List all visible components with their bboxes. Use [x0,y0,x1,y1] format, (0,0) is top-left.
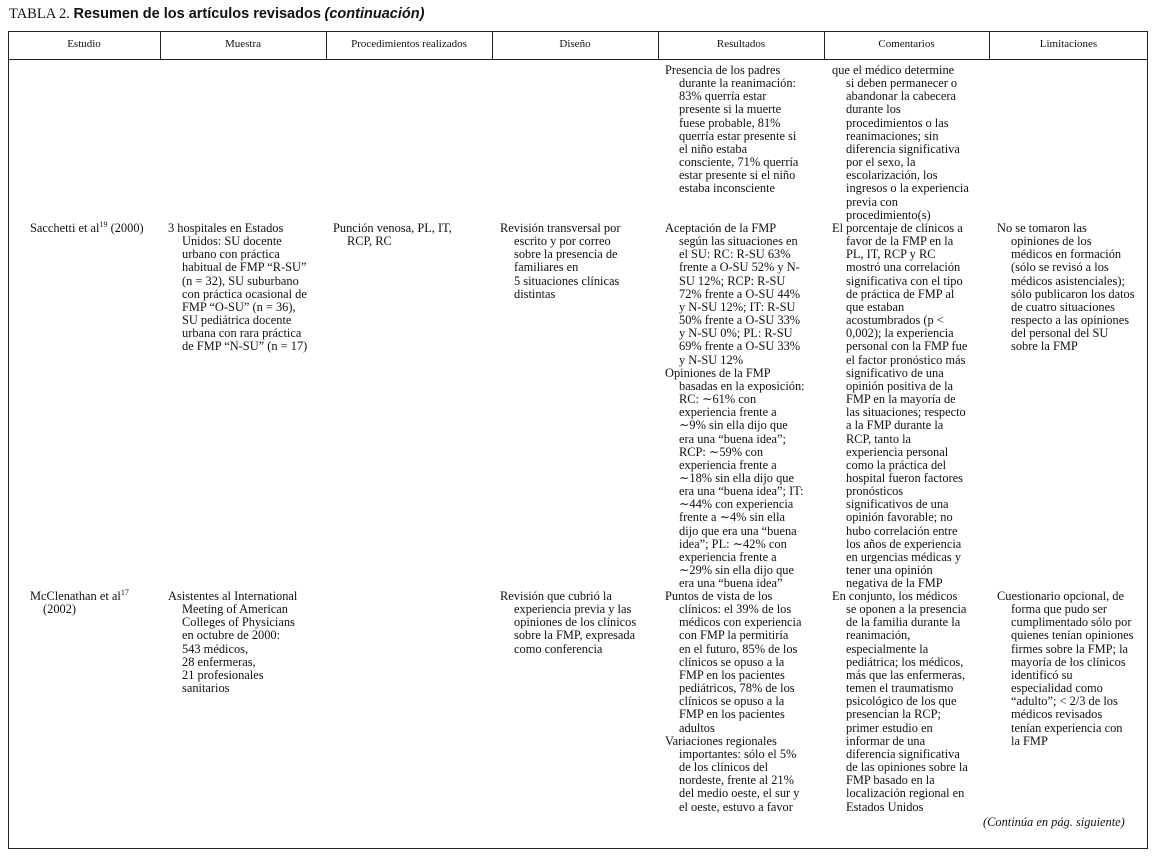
cell-line: adultos [679,720,715,735]
cell-line: en octubre de 2000: [182,628,281,643]
cell-line: El porcentaje de clínicos a [832,221,963,235]
cell-line: frente a ∼4% sin ella [679,510,786,525]
cell-line: urbana con rara práctica [182,326,302,341]
cell-line: 543 médicos, [182,641,249,656]
cell-line: experiencia frente a [679,457,777,472]
cell-line: y N-SU 12% [679,352,744,367]
cell-line: diferencia significativa [846,746,960,761]
cell-line: informar de una [846,733,926,748]
cell-line: tener una opinión [846,563,933,578]
header-divider [8,59,1148,60]
row0-comentarios [832,64,969,222]
cell-line: se oponen a la presencia [846,602,967,617]
cell-line: reanimación, [846,628,911,643]
cell-line: previa con [846,194,898,209]
cell-line: pediátrica; los médicos, [846,654,964,669]
row2-resultados [665,590,801,814]
study-year: (2002) [43,602,77,617]
cell-line: con práctica ocasional de [182,286,307,301]
cell-line: (sólo se revisó a los [1011,260,1109,275]
cell-line: pediátricos, 78% de los [679,681,795,696]
cell-line: favor de la FMP en la [846,234,954,249]
cell-line: clínicos se opuso a la [679,694,785,709]
row2-muestra [168,590,297,695]
cell-line: del personal del SU [1011,326,1109,341]
cell-line: sanitarios [182,681,230,696]
header-resultados: Resultados [716,38,766,50]
cell-line: acostumbrados (p < [846,313,944,328]
cell-line: respecto a las opiniones [1011,313,1130,328]
cell-line: era una “buena idea”; IT: [679,484,804,499]
cell-line: mayoría de los clínicos [1011,654,1126,669]
cell-line: de los clínicos del [679,760,769,775]
row2-diseno [500,590,636,656]
study-reference: 17 [120,588,129,597]
row1-muestra [168,222,307,354]
cell-line: nordeste, frente al 21% [679,773,794,788]
header-estudio: Estudio [67,38,101,50]
cell-line: dijo que era una “buena [679,523,797,538]
cell-line: experiencia personal [846,444,949,459]
cell-line: escolarización, los [846,168,938,183]
row1-diseno [500,222,620,301]
cell-line: de práctica de FMP al [846,286,955,301]
continuation-note: (Continúa en pág. siguiente) [983,815,1125,829]
header-muestra: Muestra [224,38,262,50]
cell-line: especialidad como [1011,681,1103,696]
cell-line: hubo correlación entre [846,523,958,538]
cell-line: identificó su [1011,667,1073,682]
cell-line: “adulto”; < 2/3 de los [1011,694,1118,709]
cell-line: el oeste, estuvo a favor [679,799,793,814]
cell-line: por el sexo, la [846,155,916,170]
header-comentarios: Comentarios [878,38,935,50]
cell-line: SU pediátrica docente [182,313,292,328]
study-reference: 19 [99,220,108,229]
cell-line: sobre la presencia de [514,247,618,262]
table-frame [8,31,1148,849]
study-author: Sacchetti et al [30,221,100,235]
cell-line: mostró una correlación [846,260,961,275]
cell-line: con FMP la permitiría [679,628,789,643]
cell-line: En conjunto, los médicos [832,589,958,603]
cell-line: clínicos se opuso a la [679,654,785,669]
cell-line: PL, IT, RCP y RC [846,247,936,262]
cell-line: la FMP [1011,733,1048,748]
cell-line: como la práctica del [846,457,947,472]
cell-line: hospital fueron factores [846,470,963,485]
cell-line: consciente, 71% querría [679,155,799,170]
cell-line: médicos asistenciales); [1011,273,1125,288]
cell-line: localización regional en [846,786,965,801]
cell-line: RCP, tanto la [846,431,912,446]
header-diseno: Diseño [559,38,591,50]
cell-line: médicos revisados [1011,707,1103,722]
cell-line: importantes: sólo el 5% [679,746,797,761]
cell-line: reanimaciones; sin [846,128,939,143]
cell-line: que el médico determine [832,63,955,77]
cell-line: de cuatro situaciones [1011,299,1115,314]
cell-line: 50% frente a O-SU 33% [679,313,801,328]
cell-line: durante los [846,102,901,117]
cell-line: quienes tenían opiniones [1011,628,1134,643]
cell-line: de las opiniones sobre la [846,760,968,775]
table-continuation: (continuación) [324,6,425,22]
cell-line: significativos de una [846,497,949,512]
cell-line: primer estudio en [846,720,933,735]
cell-line: escrito y por correo [514,234,611,249]
cell-line: Asistentes al International [168,589,298,603]
cell-line: Revisión que cubrió la [500,589,612,603]
row1-comentarios [832,222,967,590]
cell-line: 72% frente a O-SU 44% [679,286,801,301]
cell-line: ∼44% con experiencia [679,497,794,512]
study-author: McClenathan et al [30,589,121,603]
cell-line: opiniones de los [1011,234,1092,249]
cell-line: RCP, RC [347,234,392,249]
cell-line: diferencia significativa [846,141,960,156]
cell-line: No se tomaron las [997,221,1087,235]
cell-line: Meeting of American [182,602,288,617]
table-title: Resumen de los artículos revisados [73,6,321,22]
cell-line: Colleges of Physicians [182,615,295,630]
cell-line: pronósticos [846,484,904,499]
cell-line: FMP en los pacientes [679,667,785,682]
cell-line: RC: ∼61% con [679,392,757,407]
cell-line: ∼9% sin ella dijo que [679,418,788,433]
cell-line: RCP: ∼59% con [679,444,764,459]
cell-line: 0,002); la experiencia [846,326,954,341]
cell-line: Punción venosa, PL, IT, [333,221,452,235]
row1-estudio [30,222,144,235]
cell-line: (n = 32), SU suburbano [182,273,299,288]
cell-line: urbano con práctica [182,247,280,262]
header-limitaciones: Limitaciones [1039,38,1098,50]
cell-line: las situaciones; respecto [846,405,966,420]
cell-line: y N-SU 12%; IT: R-SU [679,299,796,314]
cell-line: era una “buena idea”; [679,431,786,446]
cell-line: si deben permanecer o [846,76,958,91]
cell-line: procedimientos o las [846,115,949,130]
cell-line: Opiniones de la FMP [665,365,771,380]
cell-line: Puntos de vista de los [665,589,773,603]
cell-line: estaba inconsciente [679,181,775,196]
cell-line: de FMP “N-SU” (n = 17) [182,339,308,354]
cell-line: experiencia previa y las [514,602,632,617]
cell-line: FMP en la mayoría de [846,392,956,407]
cell-line: tenían experiencia con [1011,720,1123,735]
cell-line: familiares en [514,260,579,275]
cell-line: forma que pudo ser [1011,602,1107,617]
cell-line: especialmente la [846,641,929,656]
cell-line: psicológico de los que [846,694,957,709]
cell-line: basadas en la exposición: [679,378,805,393]
cell-line: negativa de la FMP [846,576,943,591]
study-year: (2000) [110,221,144,235]
cell-line: médicos con experiencia [679,615,802,630]
cell-line: que estaban [846,299,905,314]
cell-line: como conferencia [514,641,603,656]
cell-line: temen el traumatismo [846,681,954,696]
cell-line: el factor pronóstico más [846,352,966,367]
cell-line: el SU: RC: R-SU 63% [679,247,791,262]
cell-line: querría estar presente si [679,128,797,143]
cell-line: idea”; PL: ∼42% con [679,536,787,551]
cell-line: en urgencias médicas y [846,549,962,564]
cell-line: ∼29% sin ella dijo que [679,563,794,578]
cell-line: experiencia frente a [679,549,777,564]
cell-line: frente a O-SU 52% y N- [679,260,800,275]
cell-line: el niño estaba [679,141,748,156]
header-procedimientos: Procedimientos realizados [351,38,467,50]
cell-line: a la FMP durante la [846,418,944,433]
cell-line: significativa con el tipo [846,273,963,288]
cell-line: firmes sobre la FMP; la [1011,641,1129,656]
cell-line: clínicos: el 39% de los [679,602,792,617]
cell-line: ingresos o la experiencia [846,181,969,196]
cell-line: procedimiento(s) [846,207,931,222]
cell-line: 5 situaciones clínicas [514,273,620,288]
table-label: TABLA 2. [9,6,70,22]
cell-line: 83% querría estar [679,89,767,104]
cell-line: y N-SU 0%; PL: R-SU [679,326,793,341]
cell-line: Cuestionario opcional, de [997,589,1124,603]
cell-line: opinión positiva de la [846,378,954,393]
cell-line: cumplimentado sólo por [1011,615,1132,630]
table-caption [9,6,424,23]
cell-line: durante la reanimación: [679,76,796,91]
cell-line: en el futuro, 85% de los [679,641,798,656]
cell-line: abandonar la cabecera [846,89,957,104]
row2-limitaciones [997,590,1134,748]
cell-line: FMP basado en la [846,773,935,788]
cell-line: sólo publicaron los datos [1011,286,1135,301]
cell-line: personal con la FMP fue [846,339,968,354]
cell-line: 3 hospitales en Estados [168,221,284,235]
cell-line: más que las enfermeras, [846,667,966,682]
cell-line: opinión favorable; no [846,510,953,525]
cell-line: presencian la RCP; [846,707,941,722]
row1-limitaciones [997,222,1135,354]
row2-comentarios [832,590,968,814]
cell-line: opiniones de los clínicos [514,615,637,630]
cell-line: presente si la muerte [679,102,782,117]
cell-line: ∼18% sin ella dijo que [679,470,794,485]
cell-line: Revisión transversal por [500,221,621,235]
cell-line: sobre la FMP [1011,339,1078,354]
cell-line: del medio oeste, el sur y [679,786,800,801]
cell-line: experiencia frente a [679,405,777,420]
cell-line: Variaciones regionales [665,733,777,748]
cell-line: significativo de una [846,365,944,380]
cell-line: Estados Unidos [846,799,924,814]
row1-resultados [665,222,805,590]
row2-estudio [30,590,129,616]
cell-line: SU 12%; RCP: R-SU [679,273,786,288]
cell-line: Presencia de los padres [665,63,781,77]
cell-line: habitual de FMP “R-SU” [182,260,307,275]
cell-line: 69% frente a O-SU 33% [679,339,801,354]
cell-line: FMP en los pacientes [679,707,785,722]
row0-resultados [665,64,798,196]
cell-line: FMP “O-SU” (n = 36), [182,299,296,314]
cell-line: Aceptación de la FMP [665,221,777,235]
cell-line: estar presente si el niño [679,168,796,183]
cell-line: 28 enfermeras, [182,654,256,669]
cell-line: Unidos: SU docente [182,234,282,249]
cell-line: 21 profesionales [182,667,264,682]
row1-procedimientos [333,222,452,248]
cell-line: fuese probable, 81% [679,115,781,130]
cell-line: los años de experiencia [846,536,962,551]
cell-line: sobre la FMP, expresada [514,628,636,643]
cell-line: era una “buena idea” [679,576,783,591]
cell-line: según las situaciones en [679,234,798,249]
cell-line: médicos en formación [1011,247,1122,262]
cell-line: distintas [514,286,556,301]
cell-line: de la familia durante la [846,615,961,630]
